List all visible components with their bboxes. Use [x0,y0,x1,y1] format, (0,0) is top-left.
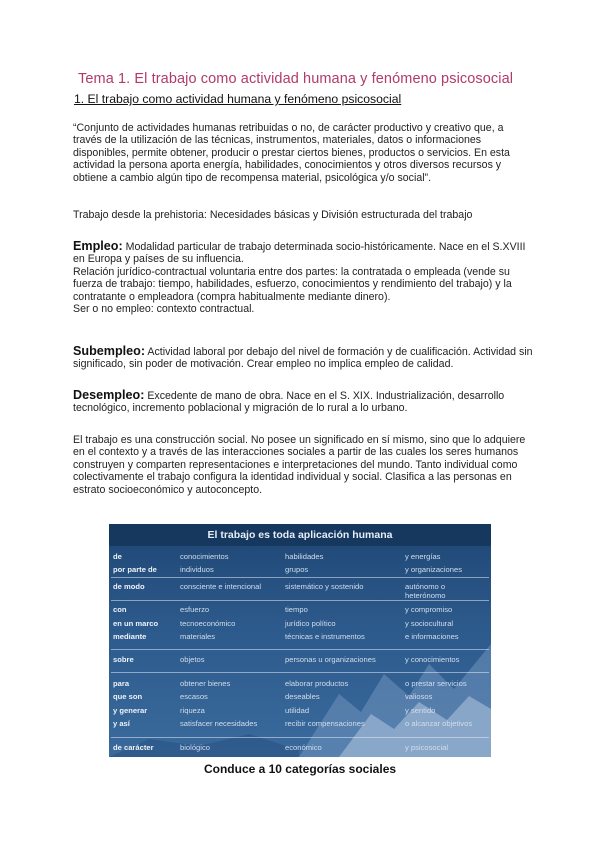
table-divider [111,649,489,650]
page-title: Tema 1. El trabajo como actividad humana y fenómeno psicosocial [78,71,514,87]
table-row-label: y así [113,719,130,728]
table-row-label: en un marco [113,619,159,628]
prehistory-paragraph: Trabajo desde la prehistoria: Necesidades básicas y División estructurada del trabajo [73,209,473,221]
table-cell: y sociocultural [405,619,454,628]
table-row-label: de modo [113,582,145,591]
table-cell: deseables [285,692,320,701]
empleo-definition: Modalidad particular de trabajo determinada socio-históricamente. Nace en el S.XVIII en Europa y países de su influencia. [73,241,526,266]
table-cell: riqueza [180,706,205,715]
table-cell: consciente e intencional [180,582,262,591]
table-row-label: por parte de [113,565,157,574]
table-cell: y sentido [405,706,436,715]
table-cell: recibir compensaciones [285,719,365,728]
table-cell: o alcanzar objetivos [405,719,473,728]
empleo-term: Empleo: [73,239,123,253]
table-divider [111,577,489,578]
empleo-context: Ser o no empleo: contexto contractual. [73,303,255,316]
table-cell: objetos [180,655,205,664]
table-cell: materiales [180,632,216,641]
table-divider [111,737,489,738]
desempleo-term: Desempleo: [73,388,145,402]
table-cell: sistemático y sostenido [285,582,364,591]
table-cell: personas u organizaciones [285,655,376,664]
table-cell: esfuerzo [180,605,210,614]
table-row-label: con [113,605,127,614]
subempleo-paragraph [73,345,533,371]
table-row-label: de carácter [113,743,154,752]
table-cell: tiempo [285,605,308,614]
table-row-label: para [113,679,130,688]
desempleo-definition: Excedente de mano de obra. Nace en el S. XIX. Industrialización, desarrollo tecnológico, incremento poblacional y migración de lo rural a lo urbano. [73,390,505,415]
table-row-label: que son [113,692,143,701]
empleo-relation: Relación jurídico-contractual voluntaria entre dos partes: la contratada o empleada (vende su fuerza de trabajo: tiempo, habilidades, esfuerzo, conocimientos y rendimiento del trabajo) y la contratante o empleadora (compra habitualmente mediante dinero). [73,265,512,303]
table-row-label: y generar [113,706,148,715]
table-cell: biológico [180,743,210,752]
table-cell: escasos [180,692,208,701]
table-cell: valiosos [405,692,433,701]
table-cell: jurídico político [285,619,336,628]
table-cell: o prestar servicios [405,679,467,688]
table-cell: satisfacer necesidades [180,719,258,728]
table-cell: conocimientos [180,552,229,561]
table-row-label: de [113,552,122,561]
table-caption: Conduce a 10 categorías sociales [203,762,397,776]
work-definition-table [109,524,491,757]
table-cell: obtener bienes [180,679,231,688]
table-row-label: mediante [113,632,147,641]
table-cell: grupos [285,565,309,574]
section-heading: 1. El trabajo como actividad humana y fenómeno psicosocial [74,92,402,106]
table-cell: y psicosocial [405,743,449,752]
table-divider [111,672,489,673]
table-cell: e informaciones [405,632,459,641]
table-cell: habilidades [285,552,324,561]
table-cell: y compromiso [405,605,453,614]
table-cell: autónomo o heterónomo [405,582,446,600]
table-cell: y energías [405,552,441,561]
table-header: El trabajo es toda aplicación humana [109,524,491,546]
table-cell: y conocimientos [405,655,460,664]
table-cell: económico [285,743,322,752]
empleo-paragraph [73,240,533,315]
subempleo-definition: Actividad laboral por debajo del nivel de formación y de cualificación. Actividad sin significado, sin poder de motivación. Crear empleo no implica empleo de calidad. [73,346,533,371]
table-cell: tecnoeconómico [180,619,236,628]
subempleo-term: Subempleo: [73,344,146,358]
table-cell: y organizaciones [405,565,462,574]
table-row-label: sobre [113,655,134,664]
table-divider [111,600,489,601]
definition-quote: “Conjunto de actividades humanas retribuidas o no, de carácter productivo y creativo que, a través de la utilización de las técnicas, instrumentos, materiales, datos o informaciones disponibles, permite obtener, producir o prestar ciertos bienes, productos o servicios. En esta actividad la persona aporta energía, habilidades, conocimientos y otros diversos recursos y obtiene a cambio algún tipo de recompensa material, psicológica y/o social”. [73,122,510,184]
social-construction-paragraph: El trabajo es una construcción social. No posee un significado en sí mismo, sino que lo adquiere en el contexto y a través de las interacciones sociales a partir de las cuales los seres humanos construyen y comparten representaciones e interpretaciones del mundo. Tanto individual como colectivamente el trabajo configura la identidad individual y social. Clasifica a las personas en estrato socioeconómico y autoconcepto. [73,434,526,496]
table-cell: técnicas e instrumentos [285,632,365,641]
table-cell: elaborar productos [285,679,349,688]
table-cell: utilidad [285,706,310,715]
desempleo-paragraph [73,389,533,415]
table-cell: individuos [180,565,214,574]
